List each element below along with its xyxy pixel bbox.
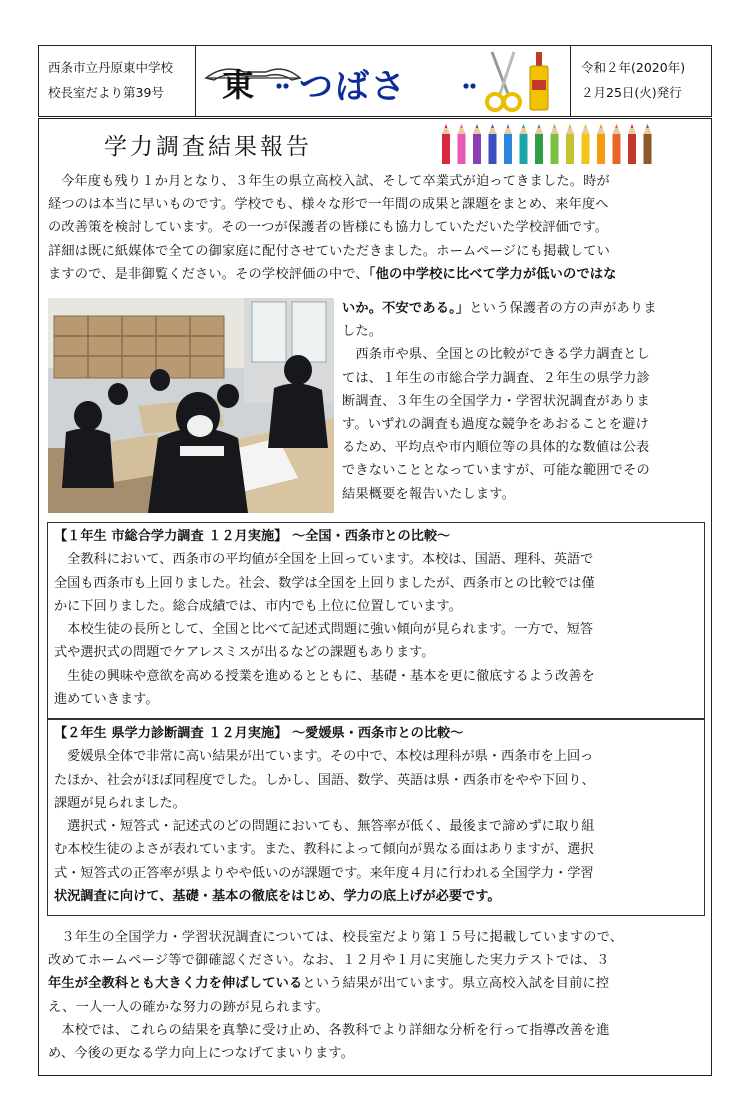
overview-line: す。いずれの調査も過度な競争をあおることを避け — [342, 417, 649, 433]
grade2-line: む本校生徒のよさが表れています。また、教科によって傾向が異なる面はありますが、選択 — [54, 842, 594, 858]
overview-line: できないこととなっていますが、可能な範囲でその — [342, 463, 650, 479]
deco-dot — [463, 83, 468, 88]
newsletter-issue: 校長室だより第39号 — [48, 85, 164, 100]
issue-date: ２月25日(火)発行 — [581, 85, 682, 100]
grade2-results-text — [54, 722, 700, 908]
overview-line: した。 — [342, 324, 383, 340]
pencil-icon — [628, 124, 636, 164]
intro-line: 詳細は既に紙媒体で全ての御家庭に配付させていただきました。ホームページにも掲載してい — [48, 243, 611, 259]
grade3-highlight: 年生が全教科とも大きく力を伸ばしている — [48, 976, 303, 992]
pencil-icon — [582, 124, 590, 164]
pencil-icon — [489, 124, 497, 164]
grade1-results-text — [54, 525, 700, 711]
grade2-line: 選択式・短答式・記述式のどの問題においても、無答率が低く、最後まで諦めずに取り組 — [54, 819, 595, 835]
grade1-line: 全教科において、西条市の平均値が全国を上回っています。本校は、国語、理科、英語で — [54, 552, 594, 568]
grade1-line: 全国も西条市も上回りました。社会、数学は全国を上回りましたが、西条市との比較では僅 — [54, 575, 595, 591]
closing-line: 本校では、これらの結果を真摯に受け止め、各教科でより詳細な分析を行って指導改善を進 — [48, 1022, 610, 1038]
pencil-icon — [535, 124, 543, 164]
closing-line: え、一人一人の確かな努力の跡が見られます。 — [48, 999, 329, 1015]
intro-line: 今年度も残り１か月となり、３年生の県立高校入試、そして卒業式が迫ってきました。時が — [61, 174, 610, 189]
pencil-icon — [613, 124, 621, 164]
grade1-line: かに下回りました。総合成績では、市内でも上位に位置しています。 — [54, 598, 462, 614]
closing-line: 改めてホームページ等で御確認ください。なお、１２月や１月に実施した実力テストでは、３ — [48, 953, 610, 969]
grade2-line: 課題が見られました。 — [54, 795, 186, 811]
masthead-logo — [196, 46, 571, 116]
overview-line: るため、平均点や市内順位等の具体的な数値は公表 — [342, 440, 650, 456]
masthead-logo-box — [196, 46, 571, 116]
grade1-line: 進めていきます。 — [54, 692, 159, 708]
intro-text: ますので、是非御覧ください。その学校評価の中で、 — [48, 266, 369, 282]
issue-era: 令和２年(2020年) — [581, 60, 686, 75]
school-name: 西条市立丹原東中学校 — [48, 60, 174, 75]
survey-overview-paragraph — [342, 297, 706, 506]
grade2-line: 式・短答式の正答率が県よりやや低いのが課題です。来年度４月に行われる全国学力・学習 — [54, 865, 594, 881]
pencil-icon — [473, 124, 481, 164]
overview-line: ては、１年生の市総合学力調査、２年生の県学力診 — [342, 370, 650, 386]
grade1-line: 本校生徒の長所として、全国と比べて記述式問題に強い傾向が見られます。一方で、短答 — [54, 622, 594, 638]
pencil-icon — [504, 124, 512, 164]
closing-line: め、今後の更なる学力向上につなげてまいります。 — [48, 1046, 355, 1062]
overview-line: 西条市や県、全国との比較ができる学力調査とし — [342, 347, 650, 363]
school-info-box — [39, 46, 196, 116]
logo-title: つばさ — [299, 67, 407, 107]
overview-text: という保護者の方の声がありま — [469, 301, 657, 316]
scissors-icon — [487, 52, 520, 110]
overview-line: 断調査、３年生の全国学力・学習状況調査がありま — [342, 393, 650, 409]
deco-dot — [283, 83, 288, 88]
deco-dot — [470, 83, 475, 88]
glue-bottle-icon — [530, 52, 548, 110]
intro-line — [48, 263, 708, 286]
grade2-heading: 【２年生 県学力診断調査 １２月実施】 ～愛媛県・西条市との比較～ — [54, 726, 464, 741]
pencil-icon — [520, 124, 528, 164]
overview-line: 結果概要を報告いたします。 — [342, 486, 515, 502]
closing-line: ３年生の全国学力・学習状況調査については、校長室だより第１５号に掲載していますので、 — [48, 930, 624, 945]
grade2-results-box — [47, 719, 705, 916]
pencil-icon — [597, 124, 605, 164]
grade1-heading: 【１年生 市総合学力調査 １２月実施】 ～全国・西条市との比較～ — [54, 529, 451, 544]
grade2-line: 愛媛県全体で非常に高い結果が出ています。その中で、本校は理科が県・西条市を上回っ — [54, 749, 594, 765]
classroom-photo — [48, 298, 334, 513]
closing-text: という結果が出ています。県立高校入試を目前に控 — [302, 976, 610, 992]
colored-pencils-icon — [438, 124, 658, 166]
overview-line — [342, 297, 706, 320]
parent-quote-end: いか。不安である。」 — [342, 301, 470, 316]
pencil-icon — [644, 124, 652, 164]
grade1-results-box — [47, 522, 705, 719]
pencil-icon — [442, 124, 450, 164]
logo-kanji: 東 — [222, 66, 255, 104]
pencil-icon — [458, 124, 466, 164]
closing-line — [48, 972, 708, 995]
report-title: 学力調査結果報告 — [104, 134, 312, 160]
parent-quote-start: 「他の中学校に比べて学力が低いのではな — [368, 266, 617, 282]
issue-date-box — [571, 46, 711, 116]
intro-line: の改善策を検討しています。その一つが保護者の皆様にも協力していただいた学校評価です。 — [48, 220, 609, 236]
grade1-line: 式や選択式の問題でケアレスミスが出るなどの課題もあります。 — [54, 645, 435, 661]
intro-paragraph — [48, 170, 708, 286]
grade1-line: 生徒の興味や意欲を高める授業を進めるとともに、基礎・基本を更に徹底するよう改善を — [54, 668, 595, 684]
grade2-line: たほか、社会がほぼ同程度でした。しかし、国語、数学、英語は県・西条市をやや下回り、 — [54, 772, 595, 788]
pencil-icon — [551, 124, 559, 164]
intro-line: 経つのは本当に早いものです。学校でも、様々な形で一年間の成果と課題をまとめ、来年度へ — [48, 197, 609, 213]
newsletter-header — [38, 45, 712, 117]
grade2-line: 状況調査に向けて、基礎・基本の徹底をはじめ、学力の底上げが必要です。 — [54, 889, 501, 905]
closing-paragraph — [48, 926, 708, 1065]
pencil-icon — [566, 124, 574, 164]
deco-dot — [276, 83, 281, 88]
